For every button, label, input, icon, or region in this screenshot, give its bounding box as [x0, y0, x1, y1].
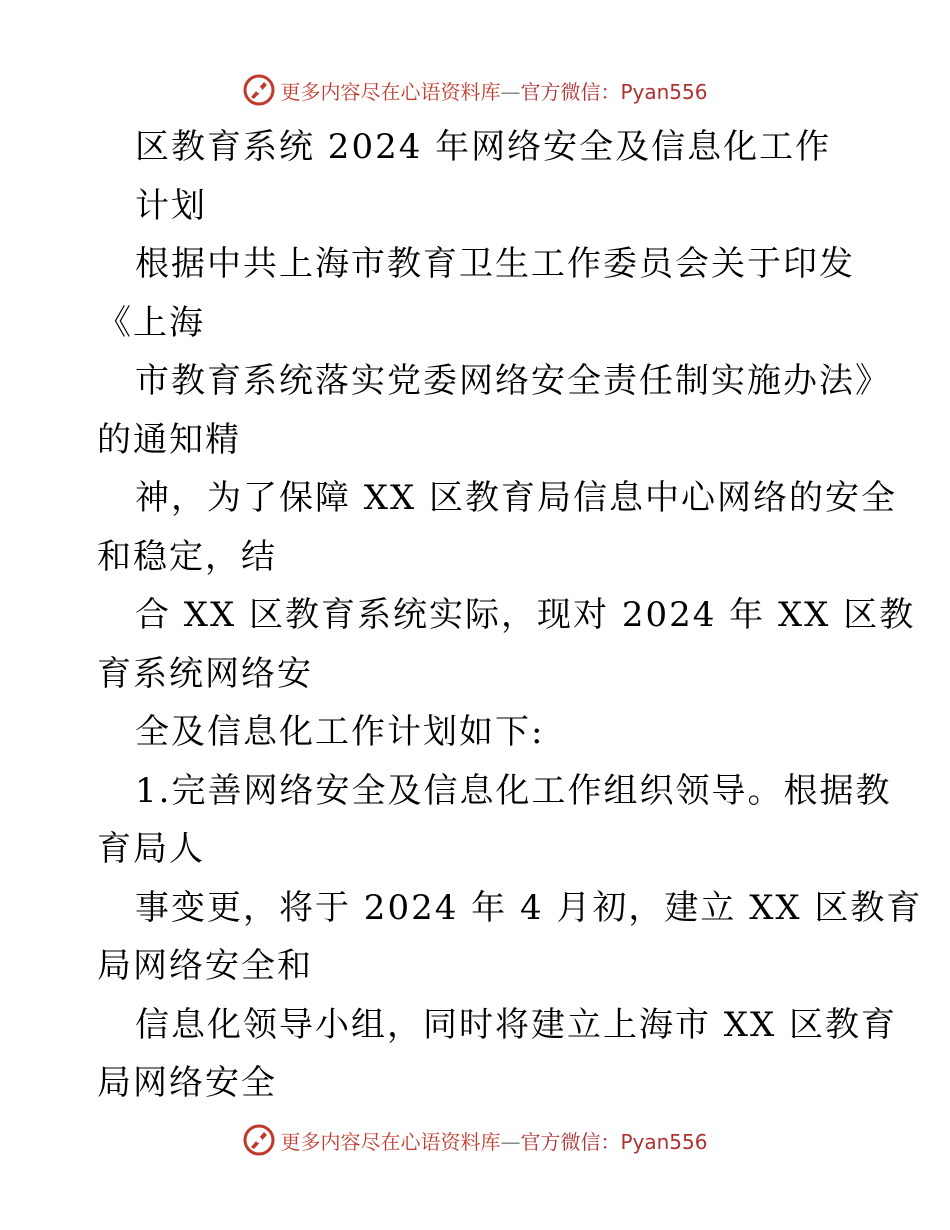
banner-text: [280, 1126, 707, 1155]
banner-main: 更多内容尽在心语资料库: [280, 1129, 501, 1154]
text-line: 区教育系统 2024 年网络安全及信息化工作: [135, 127, 832, 167]
text-line: 信息化领导小组，同时将建立上海市 XX 区教育: [135, 1004, 898, 1045]
banner-contact: 官方微信：Pyan556: [520, 79, 708, 104]
text-line: 局网络安全和: [97, 946, 313, 986]
quill-logo-icon: [242, 1123, 276, 1157]
quill-logo-icon: [242, 73, 276, 107]
text-line: 育局人: [97, 829, 205, 869]
text-line: 和稳定，结: [97, 536, 277, 577]
text-line: 的通知精: [97, 419, 241, 460]
text-line: 局网络安全: [97, 1063, 277, 1103]
banner-separator: —: [500, 1129, 521, 1154]
text-line: 1.完善网络安全及信息化工作组织领导。根据教: [135, 770, 892, 811]
text-line: 事变更，将于 2024 年 4 月初，建立 XX 区教育: [135, 887, 923, 928]
banner-text: [280, 76, 707, 105]
banner-separator: —: [500, 79, 521, 104]
text-line: 合 XX 区教育系统实际，现对 2024 年 XX 区教: [135, 595, 916, 635]
footer-watermark-banner: [0, 1120, 950, 1160]
text-line: 育系统网络安: [97, 653, 313, 694]
text-line: 《上海: [97, 302, 205, 343]
text-line: 市教育系统落实党委网络安全责任制实施办法》: [135, 361, 891, 401]
document-body: [97, 118, 923, 1113]
text-line: 全及信息化工作计划如下:: [135, 712, 545, 752]
header-watermark-banner: [0, 70, 950, 110]
text-line: 根据中共上海市教育卫生工作委员会关于印发: [135, 244, 855, 284]
banner-contact: 官方微信：Pyan556: [520, 1129, 708, 1154]
text-line: 计划: [135, 185, 207, 226]
banner-main: 更多内容尽在心语资料库: [280, 79, 501, 104]
text-line: 神，为了保障 XX 区教育局信息中心网络的安全: [135, 478, 898, 518]
